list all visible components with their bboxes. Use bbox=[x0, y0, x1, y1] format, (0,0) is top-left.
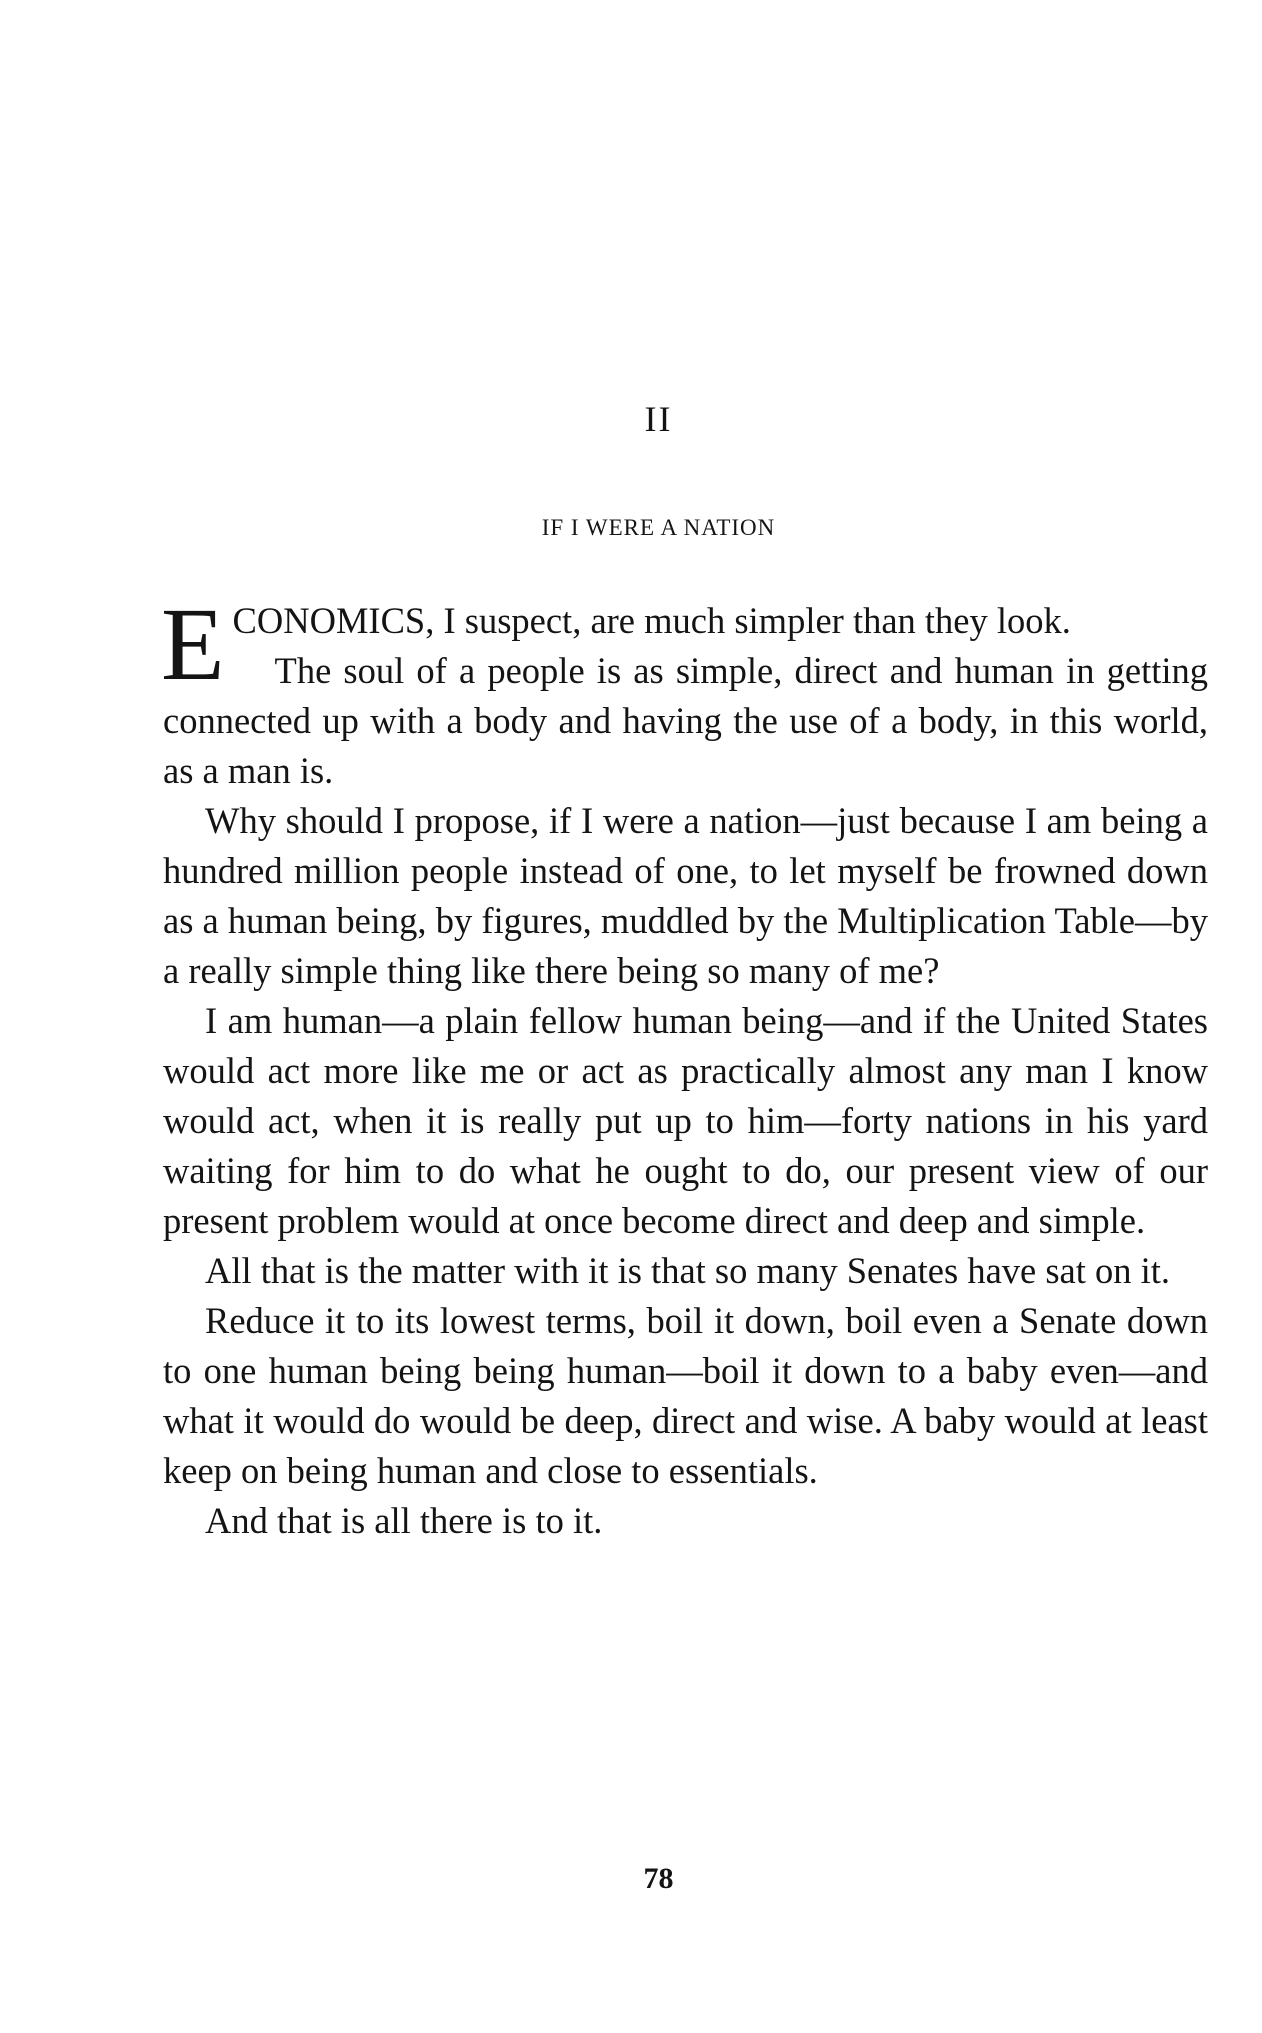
body-text bbox=[161, 587, 1208, 1546]
page-number: 78 bbox=[643, 1862, 674, 1895]
paragraph-7: And that is all there is to it. bbox=[205, 1500, 603, 1541]
drop-cap: E bbox=[161, 587, 225, 702]
paragraph-6: Reduce it to its lowest terms, boil it down, boil even a Senate down to one human being being human—boil it down to a baby even—and what it would do would be deep, direct and wise. A baby would at least keep on being human and close to essentials. bbox=[163, 1300, 1208, 1491]
paragraph-1-text: CONOMICS, I suspect, are much simpler than they look. bbox=[232, 600, 1071, 641]
paragraph-3: Why should I propose, if I were a nation—just because I am being a hundred million people instead of one, to let myself be frowned down as a human being, by figures, muddled by the Multiplication Table—by a really simple thing like there being so many of me? bbox=[163, 800, 1208, 991]
paragraph-4: I am human—a plain fellow human being—and if the United States would act more like me or act as practically almost any man I know would act, when it is really put up to him—forty nations in his yard waiting for him to do what he ought to do, our present view of our present problem would at once become direct and deep and simple. bbox=[163, 1000, 1208, 1241]
paragraph-2: The soul of a people is as simple, direct and human in getting connected up with a body and having the use of a body, in this world, as a man is. bbox=[163, 650, 1208, 791]
chapter-title: IF I WERE A NATION bbox=[541, 515, 776, 540]
chapter-number: II bbox=[644, 399, 673, 439]
paragraph-1 bbox=[161, 587, 1208, 702]
paragraph-5: All that is the matter with it is that so many Senates have sat on it. bbox=[205, 1250, 1171, 1291]
